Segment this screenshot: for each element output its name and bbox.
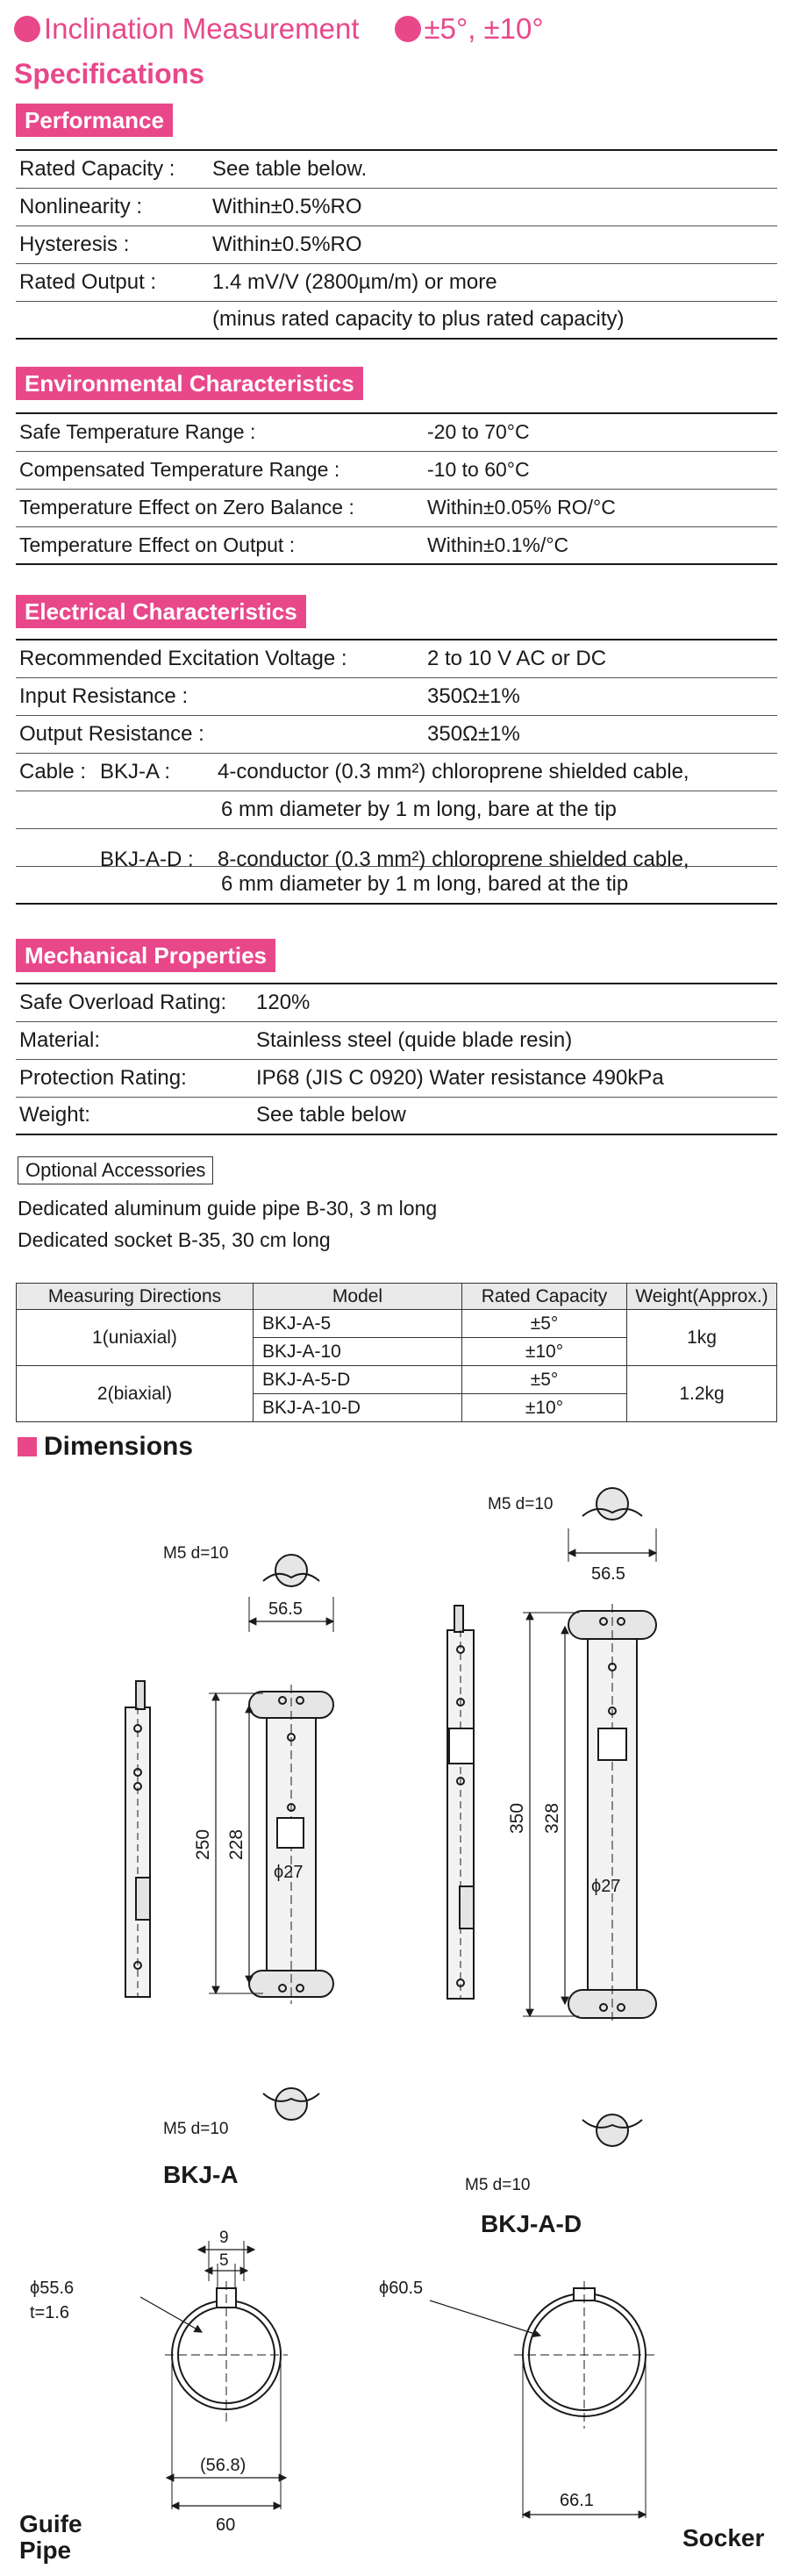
spec-row (16, 225, 777, 263)
bkja-bottom-head (275, 2088, 307, 2120)
bkjad-side-cap (454, 1606, 463, 1632)
spec-row (16, 263, 777, 301)
socket-name: Socker (682, 2524, 765, 2551)
mechanical-table (16, 983, 777, 1135)
spec-value: Within±0.1%/°C (424, 526, 777, 564)
spec-key: Compensated Temperature Range : (16, 451, 424, 489)
pipe-slot-outer: 9 (219, 2229, 229, 2247)
cable-model-a: BKJ-A : (100, 759, 171, 784)
capacity-cell: ±5° (462, 1310, 627, 1338)
environmental-table (16, 412, 777, 565)
square-bullet-icon (18, 1437, 37, 1456)
performance-label: Performance (16, 104, 173, 137)
model-table (16, 1283, 777, 1422)
leader-line (430, 2301, 540, 2336)
pipe-inner-width: (56.8) (200, 2456, 246, 2475)
header-cell: Model (254, 1284, 462, 1310)
spec-key: Temperature Effect on Output : (16, 526, 424, 564)
bkjad-thread-bottom: M5 d=10 (465, 2176, 531, 2194)
electrical-label: Electrical Characteristics (16, 595, 306, 628)
header-cell: Measuring Directions (17, 1284, 254, 1310)
pipe-labels (19, 2229, 246, 2564)
bkja-width: 56.5 (268, 1599, 303, 1619)
bkja-side-block (136, 1878, 150, 1920)
header-cell: Rated Capacity (462, 1284, 627, 1310)
spec-key: Rated Output : (16, 263, 209, 301)
spec-row (16, 301, 777, 339)
spec-key: Rated Capacity : (16, 150, 209, 188)
pipe-outer-width: 60 (216, 2515, 236, 2535)
bkja-side-cap (136, 1681, 145, 1709)
spec-key: Protection Rating: (16, 1059, 253, 1097)
capacity-cell: ±5° (462, 1366, 627, 1394)
accessory-item: Dedicated socket B-35, 30 cm long (18, 1228, 331, 1251)
dimension-drawings (0, 1474, 793, 2576)
spec-value: See table below. (209, 150, 777, 188)
environmental-label: Environmental Characteristics (16, 367, 363, 400)
spec-key: Weight: (16, 1097, 253, 1134)
electrical-table (16, 639, 777, 905)
capacity-cell: ±10° (462, 1338, 627, 1366)
spec-key: Temperature Effect on Zero Balance : (16, 489, 424, 526)
pipe-name-line1: Guife (19, 2510, 82, 2537)
spec-key: Hysteresis : (16, 225, 209, 263)
bkjad-total-length: 350 (507, 1802, 527, 1834)
spec-key: Nonlinearity : (16, 188, 209, 225)
weight-cell: 1kg (627, 1310, 777, 1366)
cable-row (16, 753, 777, 791)
bkja-thread-top: M5 d=10 (163, 1544, 229, 1563)
spec-value: IP68 (JIS C 0920) Water resistance 490kPa (253, 1059, 777, 1097)
spec-key (16, 301, 209, 339)
bkjad-side-plate (449, 1728, 474, 1764)
bkjad-bottom-head (597, 2114, 628, 2146)
bkjad-diameter: ϕ27 (591, 1877, 621, 1896)
dimensions-heading (18, 1432, 193, 1462)
spec-value: 1.4 mV/V (2800µm/m) or more (209, 263, 777, 301)
page-title (14, 12, 544, 46)
table-row (17, 1310, 777, 1338)
accessory-item: Dedicated aluminum guide pipe B-30, 3 m long (18, 1197, 438, 1220)
performance-table (16, 149, 777, 340)
spec-row (16, 489, 777, 526)
bkjad-inner-length: 328 (542, 1802, 562, 1834)
spec-row (16, 1059, 777, 1097)
bkja-thread-bottom: M5 d=10 (163, 2120, 229, 2138)
header-cell: Weight(Approx.) (627, 1284, 777, 1310)
spec-row (16, 150, 777, 188)
dimensions-label: Dimensions (44, 1432, 194, 1461)
bkjad-width: 56.5 (591, 1564, 625, 1584)
spec-key: Safe Temperature Range : (16, 413, 424, 451)
bkja-label-plate (277, 1818, 304, 1848)
bkja-top-head (275, 1555, 307, 1586)
title-text: Inclination Measurement (44, 12, 360, 45)
spec-value: See table below (253, 1097, 777, 1134)
cable-row (16, 828, 777, 866)
mechanical-label: Mechanical Properties (16, 939, 275, 972)
spec-value: 350Ω±1% (424, 677, 777, 715)
spec-row (16, 640, 777, 677)
pipe-diameter: ϕ55.6 (30, 2279, 75, 2298)
pipe-name-line2: Pipe (19, 2537, 72, 2564)
bkjad-name: BKJ-A-D (481, 2210, 582, 2237)
spec-key: Output Resistance : (16, 715, 424, 753)
bkjad-side-block (460, 1886, 474, 1928)
optional-accessories-label: Optional Accessories (18, 1156, 213, 1184)
bkja-total-length: 250 (193, 1828, 213, 1860)
spec-value: Stainless steel (quide blade resin) (253, 1021, 777, 1059)
spec-value: -20 to 70°C (424, 413, 777, 451)
bkja-diameter: ϕ27 (274, 1863, 304, 1882)
spec-row (16, 526, 777, 564)
bkjad-label-plate (598, 1728, 626, 1760)
bkja-inner-length: 228 (226, 1828, 246, 1860)
bullet-icon (14, 16, 40, 42)
spec-row (16, 1097, 777, 1134)
spec-key: Material: (16, 1021, 253, 1059)
spec-key: Input Resistance : (16, 677, 424, 715)
spec-value: Within±0.5%RO (209, 188, 777, 225)
spec-row (16, 451, 777, 489)
socket-drawing (430, 2281, 654, 2518)
spec-row (16, 1021, 777, 1059)
bullet-icon (395, 16, 421, 42)
pipe-slot-inner: 5 (219, 2251, 229, 2270)
cable-a-line1: 4-conductor (0.3 mm²) chloroprene shielded cable, (218, 759, 689, 784)
spec-row (16, 984, 777, 1021)
spec-value: Within±0.05% RO/°C (424, 489, 777, 526)
spec-value: (minus rated capacity to plus rated capacity) (209, 301, 777, 339)
spec-value: -10 to 60°C (424, 451, 777, 489)
model-table-header (17, 1284, 777, 1310)
socket-diameter: ϕ60.5 (379, 2279, 424, 2298)
capacity-cell: ±10° (462, 1394, 627, 1422)
table-row (17, 1366, 777, 1394)
spec-value: 350Ω±1% (424, 715, 777, 753)
bkjad-thread-top: M5 d=10 (488, 1495, 554, 1513)
spec-value: 120% (253, 984, 777, 1021)
cable-ad-line2: 6 mm diameter by 1 m long, bared at the tip (221, 872, 629, 897)
spec-row (16, 413, 777, 451)
spec-row (16, 188, 777, 225)
model-cell: BKJ-A-5-D (254, 1366, 462, 1394)
cable-row (16, 791, 777, 828)
model-cell: BKJ-A-5 (254, 1310, 462, 1338)
spec-row (16, 715, 777, 753)
spec-row (16, 677, 777, 715)
spec-value: 2 to 10 V AC or DC (424, 640, 777, 677)
cable-ad-line1: 8-conductor (0.3 mm²) chloroprene shielded cable, (218, 847, 689, 871)
cable-a-line2: 6 mm diameter by 1 m long, bare at the tip (221, 797, 617, 821)
range-text: ±5°, ±10° (424, 12, 544, 45)
leader-line (140, 2297, 202, 2332)
specifications-heading: Specifications (14, 58, 204, 89)
direction-cell: 2(biaxial) (17, 1366, 254, 1422)
spec-key: Recommended Excitation Voltage : (16, 640, 424, 677)
direction-cell: 1(uniaxial) (17, 1310, 254, 1366)
pipe-thickness: t=1.6 (30, 2303, 70, 2322)
model-cell: BKJ-A-10 (254, 1338, 462, 1366)
weight-cell: 1.2kg (627, 1366, 777, 1422)
spec-key: Safe Overload Rating: (16, 984, 253, 1021)
cable-label: Cable : (19, 759, 87, 784)
cable-model-ad: BKJ-A-D : (100, 847, 194, 871)
bkja-name: BKJ-A (163, 2161, 239, 2188)
model-cell: BKJ-A-10-D (254, 1394, 462, 1422)
socket-width: 66.1 (560, 2491, 594, 2510)
spec-value: Within±0.5%RO (209, 225, 777, 263)
bkjad-top-head (597, 1488, 628, 1520)
